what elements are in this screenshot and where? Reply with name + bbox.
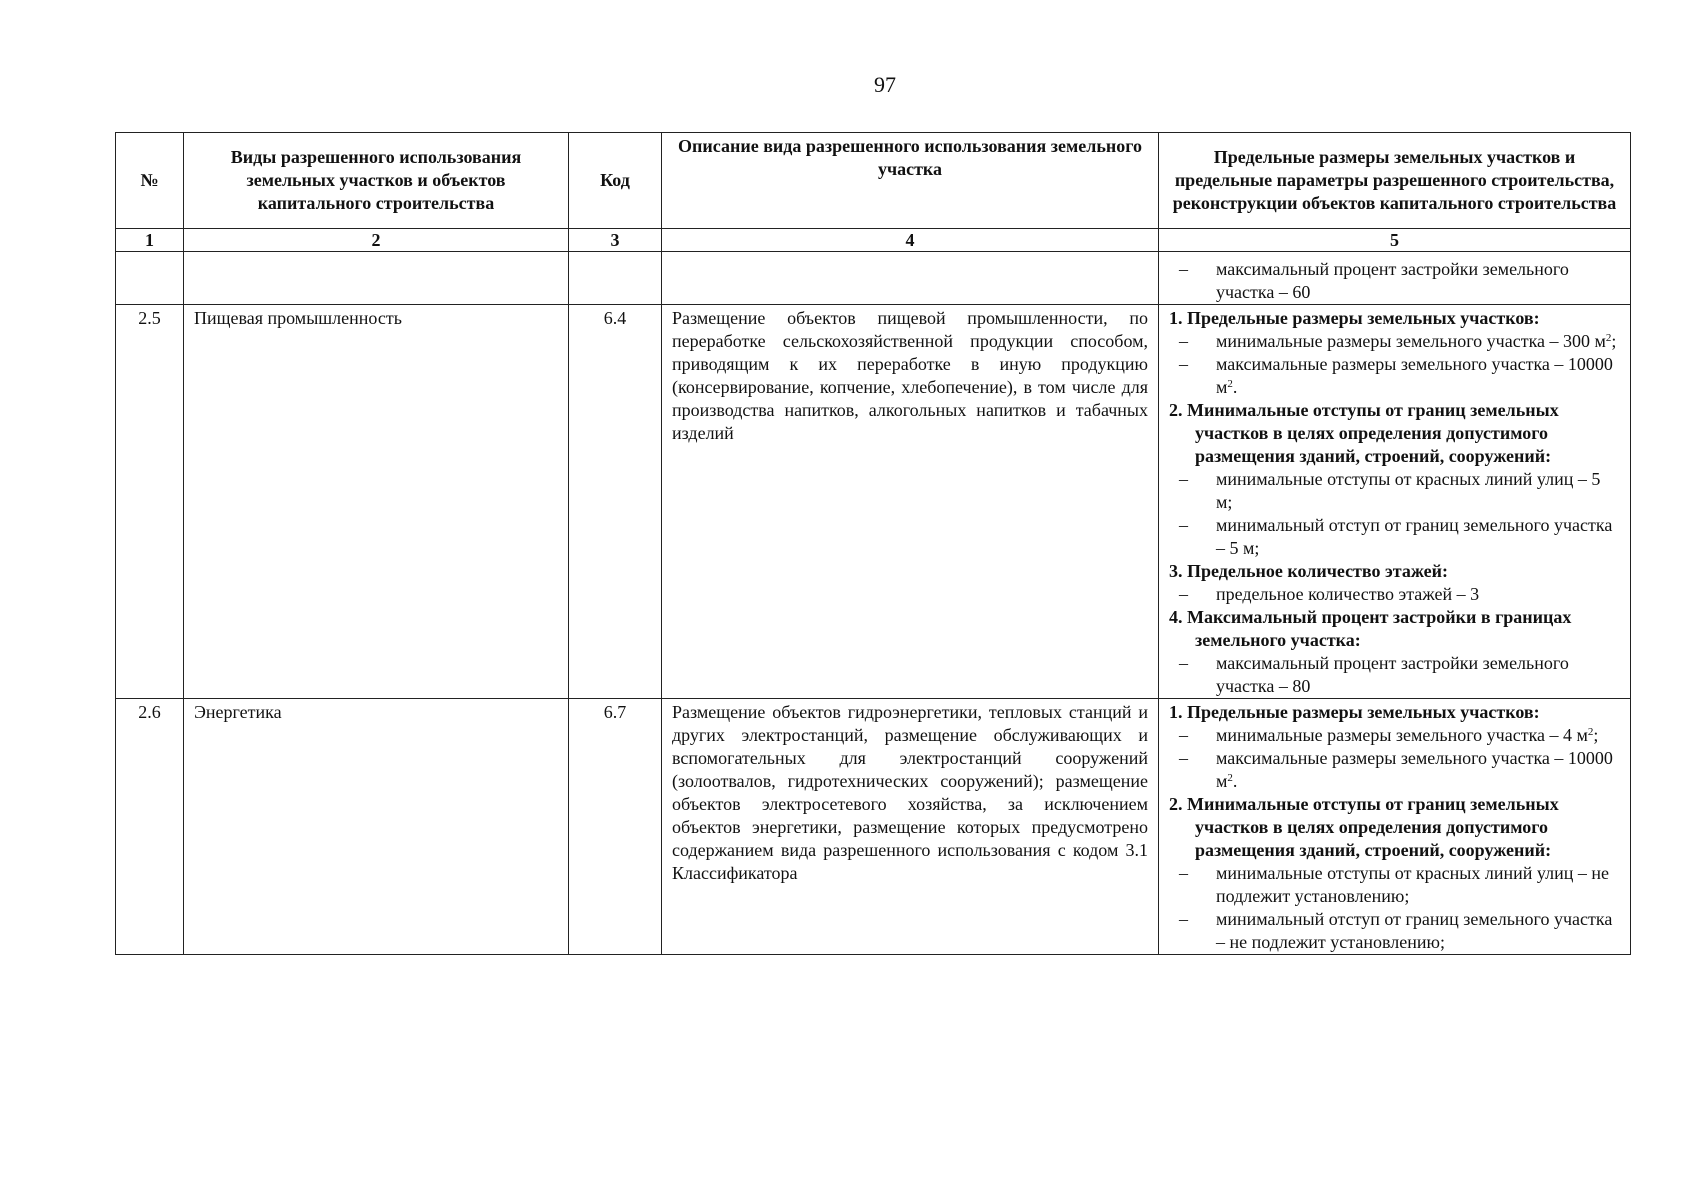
dash-bullet: – — [1179, 584, 1188, 604]
superscript: 2 — [1227, 772, 1233, 784]
superscript: 2 — [1605, 332, 1612, 344]
param-item-text: минимальные размеры земельного участка – 300 м — [1216, 331, 1606, 351]
column-numbers-row — [116, 229, 1631, 252]
header-description: Описание вида разрешенного использования земельного участка — [662, 133, 1159, 229]
param-item-suffix: . — [1232, 377, 1238, 397]
row-code: 6.7 — [569, 699, 662, 955]
column-number: 3 — [569, 229, 662, 252]
dash-bullet: – — [1179, 863, 1188, 883]
param-item — [1169, 468, 1620, 514]
dash-bullet: – — [1179, 331, 1188, 351]
param-item-text: предельное количество этажей – 3 — [1216, 584, 1480, 604]
continuation-row — [116, 252, 1631, 305]
param-section-title: 4. Максимальный процент застройки в границах земельного участка: — [1169, 607, 1572, 650]
superscript: 2 — [1227, 378, 1233, 390]
dash-bullet: – — [1179, 909, 1188, 929]
row-num-cell — [116, 252, 184, 305]
param-item-text: максимальный процент застройки земельного участка – 80 — [1216, 653, 1569, 696]
param-item-text: минимальный отступ от границ земельного участка – 5 м; — [1216, 515, 1613, 558]
row-type: Энергетика — [184, 699, 569, 955]
dash-bullet: – — [1179, 748, 1188, 768]
param-section-title: 2. Минимальные отступы от границ земельных участков в целях определения допустимого размещения зданий, строений, сооружений: — [1169, 794, 1559, 860]
row-parameters — [1159, 305, 1631, 699]
dash-bullet: – — [1179, 469, 1188, 489]
header-code: Код — [569, 133, 662, 229]
param-item-text: максимальные размеры земельного участка – 10000 м — [1216, 354, 1613, 397]
row-num: 2.6 — [116, 699, 184, 955]
param-section-title: 1. Предельные размеры земельных участков: — [1169, 702, 1540, 722]
page-number: 97 — [874, 72, 896, 97]
param-section-title: 2. Минимальные отступы от границ земельных участков в целях определения допустимого размещения зданий, строений, сооружений: — [1169, 400, 1559, 466]
column-number: 1 — [116, 229, 184, 252]
header-types: Виды разрешенного использования земельных участков и объектов капитального строительства — [184, 133, 569, 229]
dash-bullet: – — [1179, 725, 1188, 745]
row-num: 2.5 — [116, 305, 184, 699]
param-item-text: минимальные отступы от красных линий улиц – 5 м; — [1216, 469, 1601, 512]
table-header-row — [116, 133, 1631, 229]
column-number: 5 — [1159, 229, 1631, 252]
table-row — [116, 699, 1631, 955]
param-section-title: 3. Предельное количество этажей: — [1169, 561, 1448, 581]
param-item-suffix: ; — [1611, 331, 1617, 351]
row-description: Размещение объектов гидроэнергетики, тепловых станций и других электростанций, размещение обслуживающих и вспомогательных для электростанций сооружений (золоотвалов, гидротехнических сооружений); размещение объектов электросетевого хозяйства, за исключением объектов энергетики, размещение которых предусмотрено содержанием вида разрешенного использования с кодом 3.1 Классификатора — [662, 699, 1159, 955]
dash-bullet: – — [1179, 259, 1188, 279]
row-type-cell — [184, 252, 569, 305]
param-item-text: максимальный процент застройки земельного участка – 60 — [1216, 259, 1569, 302]
param-item — [1169, 747, 1620, 793]
header-num: № — [116, 133, 184, 229]
column-number: 2 — [184, 229, 569, 252]
row-description: Размещение объектов пищевой промышленности, по переработке сельскохозяйственной продукции способом, приводящим к их переработке в иную продукцию (консервирование, копчение, хлебопечение), в том числе для производства напитков, алкогольных напитков и табачных изделий — [662, 305, 1159, 699]
land-use-table — [115, 132, 1631, 955]
row-code-cell — [569, 252, 662, 305]
param-item — [1169, 724, 1620, 747]
param-item — [1169, 353, 1620, 399]
row-type: Пищевая промышленность — [184, 305, 569, 699]
table-row — [116, 305, 1631, 699]
param-item — [1169, 908, 1620, 954]
param-item — [1169, 258, 1620, 304]
dash-bullet: – — [1179, 653, 1188, 673]
param-item — [1169, 583, 1620, 606]
param-item-suffix: ; — [1593, 725, 1599, 745]
param-item — [1169, 862, 1620, 908]
row-parameters-cell — [1159, 252, 1631, 305]
header-parameters: Предельные размеры земельных участков и предельные параметры разрешенного строительства, реконструкции объектов капитального строительства — [1159, 133, 1631, 229]
param-section-title: 1. Предельные размеры земельных участков: — [1169, 308, 1540, 328]
row-description-cell — [662, 252, 1159, 305]
param-item — [1169, 514, 1620, 560]
dash-bullet: – — [1179, 354, 1188, 374]
param-item — [1169, 330, 1620, 353]
column-number: 4 — [662, 229, 1159, 252]
superscript: 2 — [1587, 726, 1594, 738]
param-item-text: минимальные размеры земельного участка – 4 м — [1216, 725, 1588, 745]
param-item-text: максимальные размеры земельного участка – 10000 м — [1216, 748, 1613, 791]
param-item-suffix: . — [1232, 771, 1238, 791]
row-parameters — [1159, 699, 1631, 955]
dash-bullet: – — [1179, 515, 1188, 535]
param-item — [1169, 652, 1620, 698]
param-item-text: минимальный отступ от границ земельного участка – не подлежит установлению; — [1216, 909, 1613, 952]
row-code: 6.4 — [569, 305, 662, 699]
param-item-text: минимальные отступы от красных линий улиц – не подлежит установлению; — [1216, 863, 1609, 906]
